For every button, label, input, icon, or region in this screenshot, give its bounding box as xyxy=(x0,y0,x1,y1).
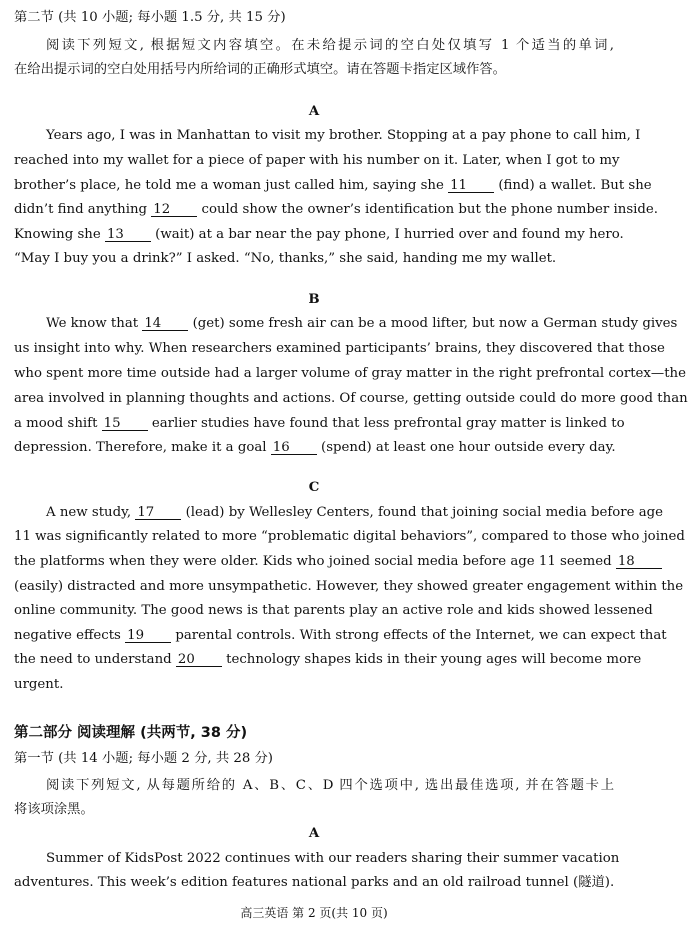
blank-20[interactable]: 20 xyxy=(176,653,222,667)
passage-b-line xyxy=(14,440,614,456)
section2-instruction-line: 在给出提示词的空白处用括号内所给词的正确形式填空。请在答题卡指定区域作答。 xyxy=(14,62,506,77)
blank-19[interactable]: 19 xyxy=(125,629,171,643)
line-text: (lead) by Wellesley Centers, found that joining social media before age xyxy=(185,505,664,520)
line-text: depression. Therefore, make it a goal xyxy=(14,440,267,455)
line-text: didn’t find anything xyxy=(14,202,148,217)
blank-15[interactable]: 15 xyxy=(102,417,148,431)
blank-17[interactable]: 17 xyxy=(135,506,181,520)
passage-a-line xyxy=(14,202,658,218)
line-text: Knowing she xyxy=(14,227,101,242)
line-text: could show the owner’s identification but the phone number inside. xyxy=(201,202,658,217)
passage-c-line: online community. The good news is that parents play an active role and kids showed lessened xyxy=(14,603,653,618)
line-text: (find) a wallet. But she xyxy=(498,178,652,193)
passage-a-line: reached into my wallet for a piece of paper with his number on it. Later, when I got to my xyxy=(14,153,620,168)
section2-header: 第二节 (共 10 小题; 每小题 1.5 分, 共 15 分) xyxy=(14,10,286,25)
line-text: the platforms when they were older. Kids who joined social media before age 11 seemed xyxy=(14,554,612,569)
passage-c-line xyxy=(14,505,664,521)
line-text: earlier studies have found that less prefrontal gray matter is linked to xyxy=(151,416,625,431)
passage-a-label: A xyxy=(308,104,320,119)
line-text: technology shapes kids in their young ages will become more xyxy=(226,652,642,667)
line-text: (spend) at least one hour outside every day. xyxy=(321,440,616,455)
line-text: a mood shift xyxy=(14,416,98,431)
passage-b-line: who spent more time outside had a larger volume of gray matter in the right prefrontal cortex—the xyxy=(14,366,686,381)
reading-a-line: Summer of KidsPost 2022 continues with our readers sharing their summer vacation xyxy=(46,851,620,866)
line-text: the need to understand xyxy=(14,652,172,667)
part2-instruction-line: 阅读下列短文, 从每题所给的 A、B、C、D 四个选项中, 选出最佳选项, 并在答题卡上 xyxy=(46,778,614,793)
blank-12[interactable]: 12 xyxy=(151,203,197,217)
blank-16[interactable]: 16 xyxy=(271,441,317,455)
blank-18[interactable]: 18 xyxy=(616,555,662,569)
part2-instruction-line: 将该项涂黑。 xyxy=(14,802,94,817)
passage-b-line xyxy=(14,316,678,332)
blank-11[interactable]: 11 xyxy=(448,179,494,193)
passage-b-line: us insight into why. When researchers examined participants’ brains, they discovered that those xyxy=(14,341,665,356)
passage-a-line: Years ago, I was in Manhattan to visit my brother. Stopping at a pay phone to call him, I xyxy=(46,128,641,143)
passage-c-line: (easily) distracted and more unsympathetic. However, they showed greater engagement within the xyxy=(14,579,684,594)
part2-section1-header: 第一节 (共 14 小题; 每小题 2 分, 共 28 分) xyxy=(14,751,273,766)
passage-c-line xyxy=(14,628,667,644)
passage-c-line: 11 was significantly related to more “problematic digital behaviors”, compared to those who joined xyxy=(14,529,685,544)
passage-a-line xyxy=(14,227,624,243)
passage-c-label: C xyxy=(308,480,320,495)
part2-heading: 第二部分 阅读理解 (共两节, 38 分) xyxy=(14,725,248,741)
line-text: (get) some fresh air can be a mood lifter, but now a German study gives xyxy=(192,316,678,331)
line-text: We know that xyxy=(46,316,139,331)
passage-c-line: urgent. xyxy=(14,677,64,692)
line-text: (wait) at a bar near the pay phone, I hurried over and found my hero. xyxy=(155,227,624,242)
passage-b-label: B xyxy=(308,292,320,307)
line-text: parental controls. With strong effects of the Internet, we can expect that xyxy=(175,628,667,643)
blank-13[interactable]: 13 xyxy=(105,228,151,242)
line-text: brother’s place, he told me a woman just called him, saying she xyxy=(14,178,444,193)
line-text: A new study, xyxy=(46,505,132,520)
blank-14[interactable]: 14 xyxy=(142,317,188,331)
section2-instruction-line: 阅读下列短文, 根据短文内容填空。在未给提示词的空白处仅填写 1 个适当的单词, xyxy=(46,38,614,53)
passage-a-line xyxy=(14,178,652,194)
reading-a-line: adventures. This week’s edition features national parks and an old railroad tunnel (隧道). xyxy=(14,875,615,890)
line-text: negative effects xyxy=(14,628,121,643)
passage-c-line xyxy=(14,554,635,570)
passage-a-line: “May I buy you a drink?” I asked. “No, thanks,” she said, handing me my wallet. xyxy=(14,251,557,266)
passage-b-line xyxy=(14,416,625,432)
passage-b-line: area involved in planning thoughts and actions. Of course, getting outside could do more good than xyxy=(14,391,688,406)
reading-a-label: A xyxy=(308,826,320,841)
page-footer: 高三英语 第 2 页(共 10 页) xyxy=(240,906,388,920)
passage-c-line xyxy=(14,652,642,668)
